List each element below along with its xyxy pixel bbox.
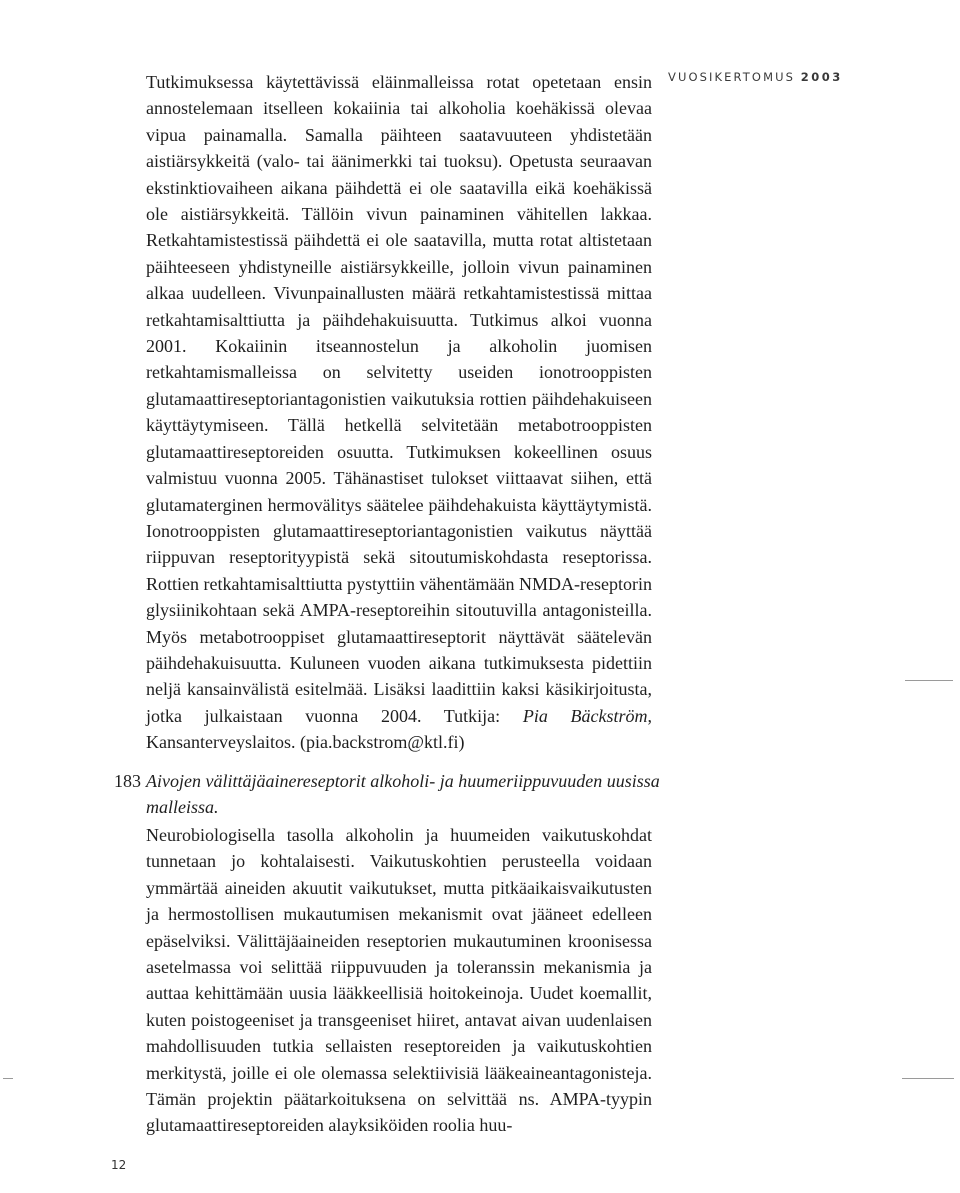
margin-rule [3,1078,13,1079]
paragraph-receptor-study: Neurobiologisella tasolla alkoholin ja huumeiden vaikutuskohdat tunnetaan jo kohtalaisesti. Vaikutuskohtien perusteella voidaan ymmärtää aineiden akuutit vaikutukset, mutta pitkäaikaisvaikutusten ja hermostollisen mukautumisen mekanismit ovat jääneet edelleen epäselviksi. Välittäjäaineiden reseptorien mukautuminen kroonisessa asetelmassa voi selittää riippuvuuden ja toleranssin mekanismia ja auttaa kehittämään uusia lääkkeellisiä hoitokeinoja. Uudet koemallit, kuten poistogeeniset ja transgeeniset hiiret, antavat aivan uudenlaisen mahdollisuuden tutkia sellaisten reseptoreiden ja vaikutuskohtien merkitystä, joille ei ole olemassa selektiivisiä lääkeaineantagonisteja. Tämän projektin päätarkoituksena on selvittää ns. AMPA-tyypin glutamaattireseptoreiden alayksiköiden roolia huu- [146,825,652,1136]
page-number: 12 [111,1158,127,1172]
section-title: Aivojen välittäjäainereseptorit alkoholi- ja huumeriippuvuuden uusissa malleissa. [146,771,660,817]
researcher-name: Pia Bäckström [522,705,648,726]
header-label: VUOSIKERTOMUS [668,70,796,84]
header-year: 2003 [800,70,843,84]
section-number: 183 [114,771,141,791]
running-header [668,70,950,84]
margin-rule [902,1078,954,1079]
paragraph-text: Tutkimuksessa käytettävissä eläinmalleissa rotat opetetaan ensin annostelemaan itselleen kokaiinia tai alkoholia koehäkissä olevaa vipua painamalla. Samalla päihteen saatavuuteen yhdistetään aistiärsykkeitä (valo- tai äänimerkki tai tuoksu). Opetusta seuraavan ekstinktiovaiheen aikana päihdettä ei ole saatavilla eikä koehäkissä ole aistiärsykkeitä. Tällöin vivun painaminen vähitellen lakkaa. Retkahtamistestissä päihdettä ei ole saatavilla, mutta rotat altistetaan päihteeseen yhdistyneille aistiärsykkeille, jolloin vivun painaminen alkaa uudelleen. Vivunpainallusten määrä retkahtamistestissä mittaa retkahtamisalttiutta ja päihdehakuisuutta. Tutkimus alkoi vuonna 2001. Kokaiinin itseannostelun ja alkoholin juomisen retkahtamismalleissa on selvitetty useiden ionotrooppisten glutamaattireseptoriantagonistien vaikutuksia rottien päihdehakuiseen käyttäytymiseen. Tällä hetkellä selvitetään metabotrooppisten glutamaattireseptoreiden osuutta. Tutkimuksen kokeellinen osuus valmistuu vuonna 2005. Tähänastiset tulokset viittaavat siihen, että glutamaterginen hermovälitys säätelee päihdehakuista käyttäytymistä. Ionotrooppisten glutamaattireseptoriantagonistien vaikutus näyttää riippuvan reseptorityypistä sekä sitoutumiskohdasta reseptorissa. Rottien retkahtamisalttiutta pystyttiin vähentämään NMDA-reseptorin glysiinikohtaan sekä AMPA-reseptoreihin sitoutuvilla antagonisteilla. Myös metabotrooppiset glutamaattireseptorit näyttävät säätelevän päihdehakuisuutta. Kuluneen vuoden aikana tutkimuksesta pidettiin neljä kansainvälistä esitelmää. Lisäksi laadittiin kaksi käsikirjoitusta, jotka julkaistaan vuonna 2004. Tutkija: [146,72,652,726]
paragraph-relapse-study [146,69,652,756]
body-column-top [146,69,652,756]
paragraph-text-end: , Kansanterveyslaitos. (pia.backstrom@ktl.fi) [146,705,652,753]
body-column-bottom [146,822,652,1139]
margin-rule [905,680,953,681]
